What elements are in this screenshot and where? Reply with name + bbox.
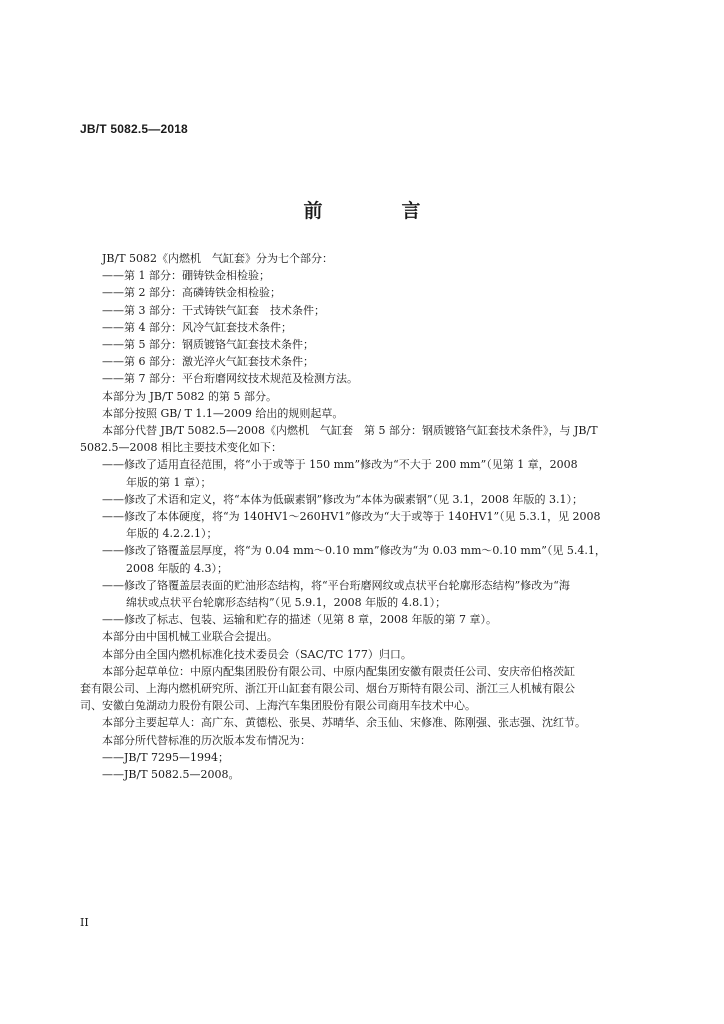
list-item: ——JB/T 7295—1994； bbox=[102, 750, 230, 764]
paragraph-line: 本部分代替 JB/T 5082.5—2008《内燃机 气缸套 第 5 部分：钢质镀铬气缸套技术条件》，与 JB/T bbox=[102, 424, 598, 438]
page-title: 前 言 bbox=[303, 200, 451, 222]
paragraph-line: 本部分按照 GB/ T 1.1—2009 给出的规则起草。 bbox=[102, 406, 344, 420]
list-item: ——第 6 部分：激光淬火气缸套技术条件； bbox=[102, 355, 314, 369]
list-item: ——第 1 部分：硼铸铁金相检验； bbox=[102, 269, 270, 283]
paragraph-line: 司、安徽白兔湖动力股份有限公司、上海汽车集团股份有限公司商用车技术中心。 bbox=[80, 699, 476, 713]
list-item: ——修改了适用直径范围，将“小于或等于 150 mm”修改为“不大于 200 mm”（见第 1 章，2008 bbox=[102, 458, 578, 472]
list-item: ——第 3 部分：干式铸铁气缸套 技术条件； bbox=[102, 303, 325, 317]
foreword-body bbox=[80, 250, 646, 783]
paragraph-line: 本部分起草单位：中原内配集团股份有限公司、中原内配集团安徽有限责任公司、安庆帝伯格茨缸 bbox=[102, 664, 575, 678]
paragraph-line: 本部分由中国机械工业联合会提出。 bbox=[102, 630, 278, 644]
list-item: 2008 年版的 4.3）； bbox=[126, 561, 228, 575]
list-item: ——修改了本体硬度，将“为 140HV1～260HV1”修改为“大于或等于 140HV1”（见 5.3.1，见 2008 bbox=[102, 510, 601, 524]
paragraph-line: 本部分由全国内燃机标准化技术委员会（SAC/TC 177）归口。 bbox=[102, 647, 412, 661]
list-item: ——第 2 部分：高磷铸铁金相检验； bbox=[102, 286, 281, 300]
list-item: ——修改了术语和定义，将“本体为低碳素钢”修改为“本体为碳素钢”（见 3.1，2008 年版的 3.1）； bbox=[102, 492, 583, 506]
page-number: II bbox=[80, 916, 89, 929]
list-item: ——修改了铬覆盖层表面的贮油形态结构，将“平台珩磨网纹或点状平台轮廓形态结构”修改为“海 bbox=[102, 578, 570, 592]
list-item: 绵状或点状平台轮廓形态结构”（见 5.9.1，2008 年版的 4.8.1）； bbox=[126, 596, 447, 610]
paragraph-line: 本部分为 JB/T 5082 的第 5 部分。 bbox=[102, 389, 278, 403]
standard-code-header: JB/T 5082.5—2018 bbox=[80, 122, 188, 136]
paragraph-line: 5082.5—2008 相比主要技术变化如下： bbox=[80, 441, 282, 455]
list-item: ——第 5 部分：钢质镀铬气缸套技术条件； bbox=[102, 338, 314, 352]
list-item: ——第 7 部分：平台珩磨网纹技术规范及检测方法。 bbox=[102, 372, 358, 386]
paragraph-line: 套有限公司、上海内燃机研究所、浙江开山缸套有限公司、烟台万斯特有限公司、浙江三人机械有限公 bbox=[80, 682, 575, 696]
list-item: ——第 4 部分：风冷气缸套技术条件； bbox=[102, 320, 292, 334]
list-item: 年版的第 1 章）； bbox=[126, 475, 212, 489]
paragraph-line: 本部分主要起草人：高广东、黄德松、张昊、苏晴华、余玉仙、宋修准、陈刚强、张志强、沈红节。 bbox=[102, 716, 586, 730]
list-item: ——修改了标志、包装、运输和贮存的描述（见第 8 章，2008 年版的第 7 章）。 bbox=[102, 613, 497, 627]
list-item: 年版的 4.2.2.1）； bbox=[126, 527, 218, 541]
list-item: ——JB/T 5082.5—2008。 bbox=[102, 768, 240, 782]
list-item: ——修改了铬覆盖层厚度，将“为 0.04 mm～0.10 mm”修改为“为 0.03 mm～0.10 mm”（见 5.4.1， bbox=[102, 544, 606, 558]
paragraph-line: JB/T 5082《内燃机 气缸套》分为七个部分： bbox=[102, 252, 334, 265]
paragraph-line: 本部分所代替标准的历次版本发布情况为： bbox=[102, 733, 311, 747]
